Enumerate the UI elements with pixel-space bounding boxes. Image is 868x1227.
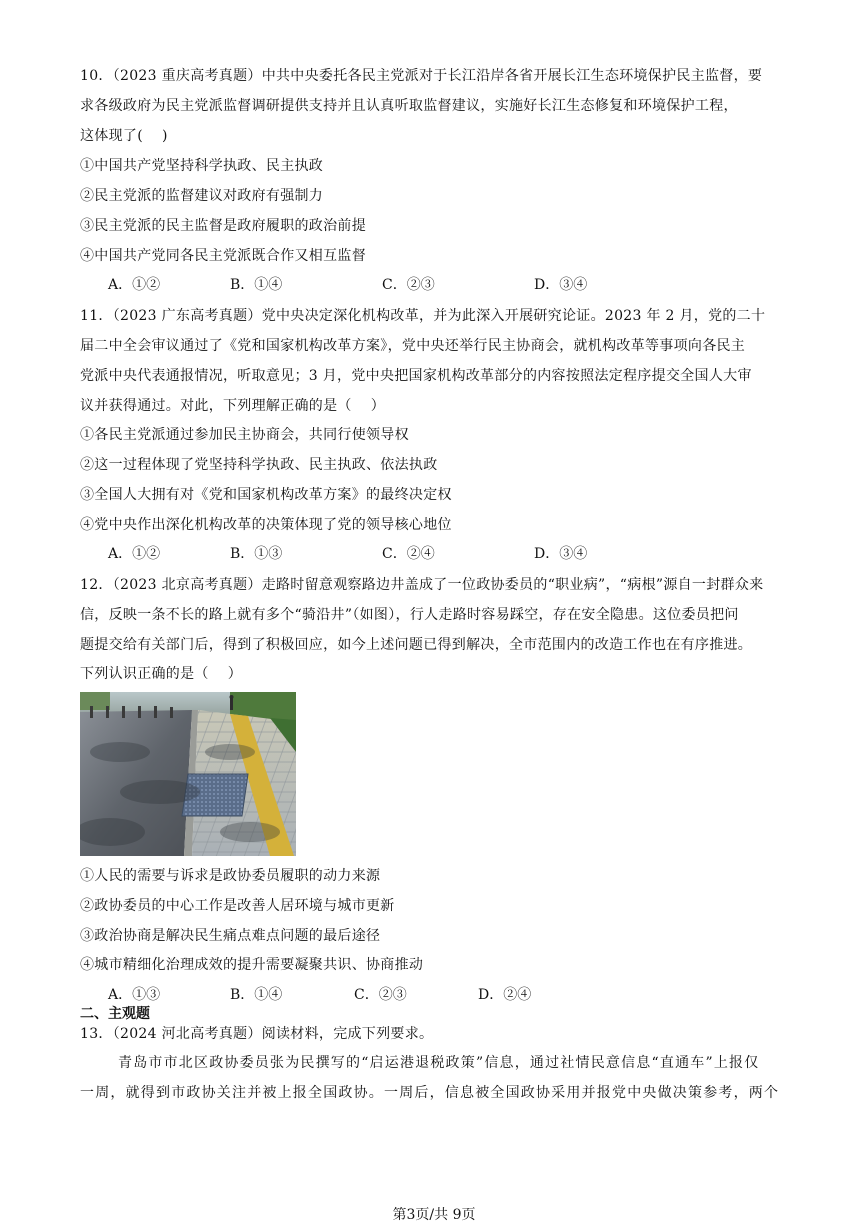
q12-option-a[interactable]: A．①③	[108, 987, 161, 1003]
q13-material-line-1: 青岛市市北区政协委员张为民撰写的“启运港退税政策”信息，通过社情民意信息“直通车”上报仅	[118, 1055, 760, 1071]
q11-stem-line-1: 11．（2023 广东高考真题）党中央决定深化机构改革，并为此深入开展研究论证。2023 年 2 月，党的二十	[80, 308, 766, 324]
q12-stem-line-4: 下列认识正确的是（ ）	[80, 666, 243, 682]
q10-stem-line-1: 10．（2023 重庆高考真题）中共中央委托各民主党派对于长江沿岸各省开展长江生态环境保护民主监督，要	[80, 68, 763, 84]
q11-option-d[interactable]: D．③④	[534, 546, 588, 562]
q12-stem-line-2: 信，反映一条不长的路上就有多个“骑沿井”（如图），行人走路时容易踩空，存在安全隐患。这位委员把问	[80, 607, 739, 623]
q12-stem-line-1: 12．（2023 北京高考真题）走路时留意观察路边井盖成了一位政协委员的“职业病”，“病根”源自一封群众来	[80, 577, 764, 593]
page-number: 第3页/共 9页	[392, 1207, 476, 1223]
q12-option-c[interactable]: C．②③	[354, 987, 407, 1003]
q12-item-3: ③政治协商是解决民生痛点难点问题的最后途径	[80, 928, 381, 944]
q11-option-a[interactable]: A．①②	[108, 546, 161, 562]
q11-item-4: ④党中央作出深化机构改革的决策体现了党的领导核心地位	[80, 517, 452, 533]
q12-option-b[interactable]: B．①④	[230, 987, 283, 1003]
q12-option-d[interactable]: D．②④	[478, 987, 532, 1003]
q10-item-2: ②民主党派的监督建议对政府有强制力	[80, 188, 324, 204]
sidewalk-manhole-photo	[80, 692, 296, 856]
q10-option-a[interactable]: A．①②	[108, 277, 161, 293]
section-title-subjective: 二、主观题	[80, 1006, 150, 1022]
q10-stem-line-3: 这体现了( )	[80, 128, 168, 144]
q10-stem-line-2: 求各级政府为民主党派监督调研提供支持并且认真听取监督建议，实施好长江生态修复和环境保护工程，	[80, 98, 738, 114]
q12-stem-line-3: 题提交给有关部门后，得到了积极回应，如今上述问题已得到解决，全市范围内的改造工作也在有序推进。	[80, 637, 753, 653]
q10-option-b[interactable]: B．①④	[230, 277, 283, 293]
q13-stem: 13．（2024 河北高考真题）阅读材料，完成下列要求。	[80, 1026, 434, 1042]
q13-material-line-2: 一周，就得到市政协关注并被上报全国政协。一周后，信息被全国政协采用并报党中央做决策参考，两个	[80, 1085, 780, 1101]
q10-options	[80, 275, 792, 295]
q11-item-2: ②这一过程体现了党坚持科学执政、民主执政、依法执政	[80, 457, 438, 473]
q10-item-4: ④中国共产党同各民主党派既合作又相互监督	[80, 248, 366, 264]
q11-stem-line-2: 届二中全会审议通过了《党和国家机构改革方案》，党中央还举行民主协商会，就机构改革等事项向各民主	[80, 338, 746, 354]
q12-item-4: ④城市精细化治理成效的提升需要凝聚共识、协商推动	[80, 957, 424, 973]
q12-options	[80, 985, 792, 1005]
q11-stem-line-3: 党派中央代表通报情况，听取意见；3 月，党中央把国家机构改革部分的内容按照法定程序提交全国人大审	[80, 368, 752, 384]
q12-item-1: ①人民的需要与诉求是政协委员履职的动力来源	[80, 868, 381, 884]
q10-option-c[interactable]: C．②③	[382, 277, 435, 293]
q11-option-b[interactable]: B．①③	[230, 546, 283, 562]
q12-item-2: ②政协委员的中心工作是改善人居环境与城市更新	[80, 898, 395, 914]
q11-item-3: ③全国人大拥有对《党和国家机构改革方案》的最终决定权	[80, 487, 452, 503]
q11-options	[80, 544, 792, 564]
q10-item-1: ①中国共产党坚持科学执政、民主执政	[80, 158, 324, 174]
q11-stem-line-4: 议并获得通过。对此，下列理解正确的是（ ）	[80, 398, 386, 414]
q11-option-c[interactable]: C．②④	[382, 546, 435, 562]
q11-item-1: ①各民主党派通过参加民主协商会，共同行使领导权	[80, 427, 409, 443]
q10-option-d[interactable]: D．③④	[534, 277, 588, 293]
q10-item-3: ③民主党派的民主监督是政府履职的政治前提	[80, 218, 366, 234]
